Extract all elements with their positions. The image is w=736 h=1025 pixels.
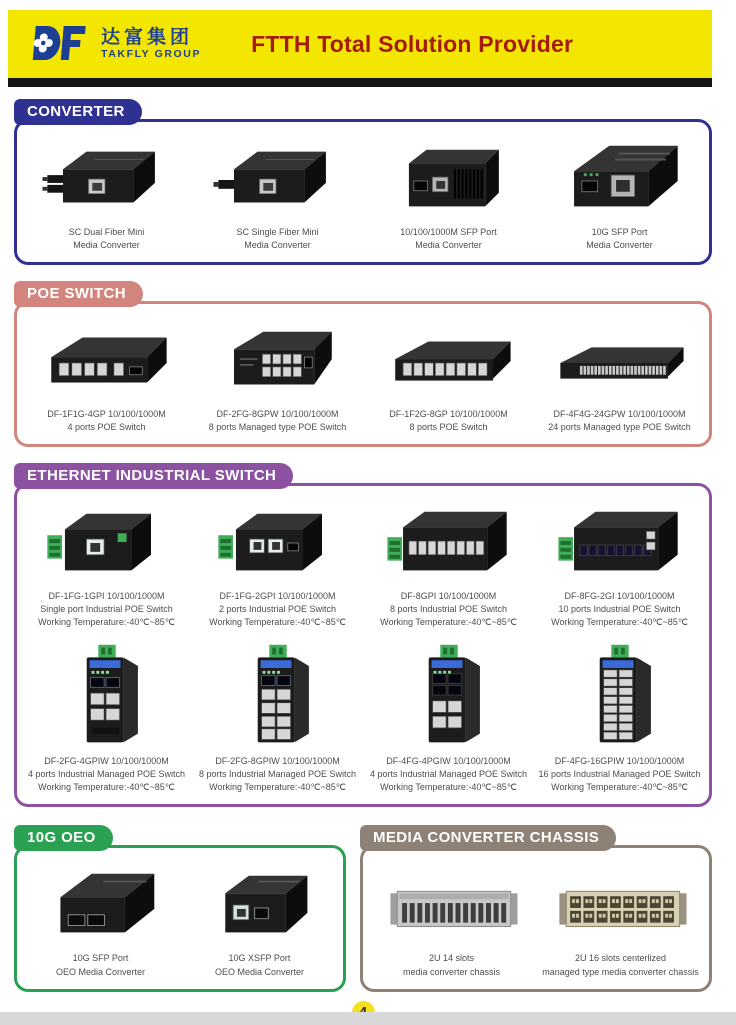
product-model: DF-8GPI 10/100/1000M — [400, 591, 497, 602]
product-card — [192, 638, 363, 799]
product-desc: media converter chassis — [402, 966, 501, 977]
product-model: 2U 14 slots — [428, 953, 474, 964]
section-box — [14, 301, 712, 447]
section-media-converter-chassis — [360, 809, 712, 991]
chassis-14-icon — [371, 862, 533, 950]
product-model: DF-1FG-1GPI 10/100/1000M — [48, 591, 165, 602]
oeo-sfp-icon — [23, 862, 178, 950]
product-desc: Media Converter — [244, 240, 311, 251]
product-grid — [367, 861, 705, 983]
logo-chinese-text: 达富集团 — [101, 27, 194, 49]
header-banner — [8, 10, 712, 78]
poe-switch-24-icon — [539, 318, 701, 406]
product-temp: Working Temperature:-40℃~85℃ — [209, 617, 346, 628]
product-label — [389, 408, 507, 434]
mini-dual-converter-icon — [26, 136, 188, 224]
product-card — [534, 317, 705, 439]
product-temp: Working Temperature:-40℃~85℃ — [551, 782, 688, 793]
product-desc: 8 ports Industrial Managed POE Switch — [198, 769, 357, 780]
industrial-h8-icon — [368, 500, 530, 588]
product-card — [180, 861, 339, 983]
product-label — [199, 755, 356, 794]
product-label — [47, 408, 165, 434]
df-logo-icon — [30, 23, 92, 65]
product-card — [363, 638, 534, 799]
catalog-page — [0, 10, 736, 1025]
poe-switch-8w-icon — [197, 318, 359, 406]
product-card — [192, 135, 363, 257]
product-model: DF-8FG-2GI 10/100/1000M — [564, 591, 675, 602]
section-box — [14, 845, 346, 991]
product-label — [548, 408, 691, 434]
product-label — [38, 590, 175, 629]
product-label — [551, 590, 688, 629]
industrial-v16-icon — [539, 639, 701, 753]
section-10g-oeo — [14, 809, 346, 991]
product-card — [534, 499, 705, 634]
section-badge: MEDIA CONVERTER CHASSIS — [360, 825, 616, 851]
industrial-h10-icon — [539, 500, 701, 588]
industrial-h2-icon — [197, 500, 359, 588]
product-temp: Working Temperature:-40℃~85℃ — [209, 782, 346, 793]
section-badge: CONVERTER — [14, 99, 142, 125]
10g-sfp-converter-icon — [539, 136, 701, 224]
mini-single-converter-icon — [197, 136, 359, 224]
product-label — [400, 226, 496, 252]
product-card — [534, 638, 705, 799]
industrial-h1-icon — [26, 500, 188, 588]
product-label — [538, 755, 700, 794]
product-model: 2U 16 slots centerlized — [574, 953, 667, 964]
product-model: 10G SFP Port — [72, 953, 129, 964]
product-temp: Working Temperature:-40℃~85℃ — [551, 617, 688, 628]
product-label — [403, 952, 500, 978]
product-grid — [21, 135, 705, 257]
page-title: FTTH Total Solution Provider — [251, 30, 574, 57]
product-label — [69, 226, 145, 252]
product-card — [21, 861, 180, 983]
product-card — [367, 861, 536, 983]
product-desc: managed type media converter chassis — [542, 966, 699, 977]
section-box — [14, 119, 712, 265]
product-desc: 16 ports Industrial Managed POE Switch — [538, 769, 701, 780]
product-grid — [21, 861, 339, 983]
product-model: 10G SFP Port — [591, 227, 648, 237]
sfp-converter-icon — [368, 136, 530, 224]
page-edge — [0, 1012, 736, 1025]
product-model: DF-4FG-4PGIW 10/100/1000M — [386, 756, 511, 767]
product-label — [370, 755, 527, 794]
product-card — [21, 317, 192, 439]
product-temp: Working Temperature:-40℃~85℃ — [38, 617, 175, 628]
product-label — [209, 590, 346, 629]
poe-switch-4-icon — [26, 318, 188, 406]
section-converter — [14, 87, 712, 265]
header-divider — [8, 78, 712, 87]
product-desc: 8 ports Managed type POE Switch — [208, 422, 347, 433]
product-model: DF-1F2G-8GP 10/100/1000M — [389, 409, 508, 420]
product-label — [28, 755, 185, 794]
product-model: DF-1FG-2GPI 10/100/1000M — [219, 591, 336, 602]
product-desc: OEO Media Converter — [55, 966, 146, 977]
product-model: DF-1F1G-4GP 10/100/1000M — [47, 409, 166, 420]
product-desc: 8 ports Industrial POE Switch — [389, 604, 508, 615]
product-model: DF-2FG-8GPIW 10/100/1000M — [215, 756, 340, 767]
product-label — [586, 226, 653, 252]
product-desc: 2 ports Industrial POE Switch — [218, 604, 337, 615]
product-desc: OEO Media Converter — [214, 966, 305, 977]
product-desc: 8 ports POE Switch — [409, 422, 488, 433]
product-model: DF-2FG-8GPW 10/100/1000M — [216, 409, 339, 420]
product-card — [534, 135, 705, 257]
chassis-16-icon — [540, 862, 702, 950]
section-poe-switch — [14, 265, 712, 447]
product-card — [192, 499, 363, 634]
product-card — [363, 317, 534, 439]
product-model: DF-4FG-16GPIW 10/100/1000M — [554, 756, 685, 767]
product-model: SC Single Fiber Mini — [236, 227, 319, 237]
product-model: DF-4F4G-24GPW 10/100/1000M — [553, 409, 686, 420]
product-temp: Working Temperature:-40℃~85℃ — [380, 617, 517, 628]
product-label — [209, 408, 347, 434]
industrial-v4-icon — [26, 639, 188, 753]
industrial-v4b-icon — [368, 639, 530, 753]
product-desc: 4 ports Industrial Managed POE Switch — [369, 769, 528, 780]
product-model: 10G XSFP Port — [228, 953, 291, 964]
product-temp: Working Temperature:-40℃~85℃ — [38, 782, 175, 793]
product-card — [21, 638, 192, 799]
product-card — [363, 499, 534, 634]
section-box — [14, 483, 712, 807]
section-box — [360, 845, 712, 991]
product-card — [21, 499, 192, 634]
product-label — [215, 952, 304, 978]
product-model: DF-2FG-4GPIW 10/100/1000M — [44, 756, 169, 767]
product-label — [236, 226, 318, 252]
product-desc: 10 ports Industrial POE Switch — [558, 604, 681, 615]
product-model: 10/100/1000M SFP Port — [400, 227, 497, 237]
product-desc: Single port Industrial POE Switch — [40, 604, 173, 615]
section-ethernet-industrial-switch — [14, 447, 712, 807]
industrial-v8-icon — [197, 639, 359, 753]
takfly-logo — [30, 23, 201, 65]
product-desc: 24 ports Managed type POE Switch — [548, 422, 691, 433]
product-label — [380, 590, 517, 629]
product-desc: Media Converter — [415, 240, 482, 251]
product-desc: 4 ports Industrial Managed POE Switch — [27, 769, 186, 780]
logo-group-text: TAKFLY GROUP — [101, 47, 202, 60]
section-badge: 10G OEO — [14, 825, 113, 851]
product-model: SC Dual Fiber Mini — [68, 227, 145, 237]
product-card — [536, 861, 705, 983]
product-card — [363, 135, 534, 257]
product-card — [192, 317, 363, 439]
product-desc: Media Converter — [586, 240, 653, 251]
product-desc: 4 ports POE Switch — [67, 422, 146, 433]
content — [0, 87, 736, 1024]
product-grid — [21, 499, 705, 799]
poe-switch-8-icon — [368, 318, 530, 406]
logo-text — [101, 28, 201, 60]
section-badge: ETHERNET INDUSTRIAL SWITCH — [14, 463, 293, 489]
bottom-row — [14, 809, 712, 991]
product-desc: Media Converter — [73, 240, 140, 251]
oeo-xsfp-icon — [182, 862, 337, 950]
product-grid — [21, 317, 705, 439]
page-header — [8, 10, 712, 87]
section-badge: POE SWITCH — [14, 281, 143, 307]
product-label — [542, 952, 699, 978]
product-label — [56, 952, 145, 978]
product-card — [21, 135, 192, 257]
product-temp: Working Temperature:-40℃~85℃ — [380, 782, 517, 793]
